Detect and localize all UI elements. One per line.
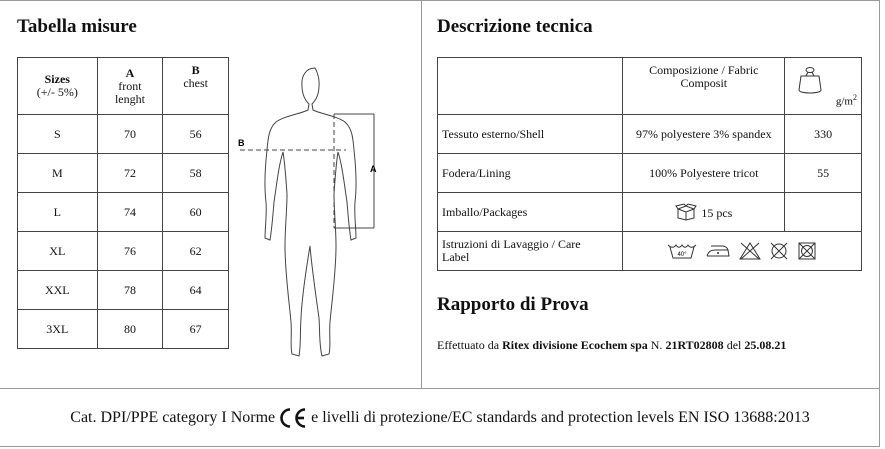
footer-text-start: Cat. DPI/PPE category I Norme: [70, 409, 276, 426]
front-length-cell: 76: [97, 232, 163, 271]
front-length-cell: 70: [97, 115, 163, 154]
body-measurement-figure: [236, 64, 386, 364]
tech-table: [437, 57, 862, 271]
table-row: [18, 193, 229, 232]
packages-value: 15 pcs: [701, 206, 733, 220]
no-bleach-icon: [739, 242, 761, 260]
weight-header: [785, 58, 862, 115]
packages-label: Imballo/Packages: [438, 193, 623, 232]
size-table: [17, 57, 229, 349]
lining-composition: 100% Polyestere tricot: [623, 154, 785, 193]
sizes-header: Sizes (+/- 5%): [18, 58, 98, 115]
empty-header-cell: [438, 58, 623, 115]
table-row: [438, 115, 862, 154]
fabric-weight-icon: [797, 66, 823, 96]
chest-cell: 60: [163, 193, 229, 232]
table-row: [438, 193, 862, 232]
front-length-cell: 74: [97, 193, 163, 232]
front-length-cell: 80: [97, 310, 163, 349]
chest-cell: 64: [163, 271, 229, 310]
front-length-measure-label: A: [370, 164, 377, 174]
shell-composition: 97% polyestere 3% spandex: [623, 115, 785, 154]
table-row: [18, 154, 229, 193]
packages-empty-cell: [785, 193, 862, 232]
footer: [0, 389, 880, 447]
test-lab-name: Ritex divisione Ecochem spa: [502, 338, 648, 352]
test-report-number: 21RT02808: [665, 338, 724, 352]
chest-cell: 62: [163, 232, 229, 271]
care-label: Istruzioni di Lavaggio / Care Label: [438, 232, 623, 271]
size-table-title: Tabella misure: [17, 16, 137, 37]
tech-header-row: [438, 58, 862, 115]
chest-cell: 58: [163, 154, 229, 193]
no-dryclean-icon: [769, 241, 789, 261]
ce-mark-icon: [278, 407, 308, 429]
no-tumble-dry-icon: [797, 241, 817, 261]
wash-temp: 40°: [677, 252, 687, 258]
size-cell: 3XL: [18, 310, 98, 349]
table-row: [438, 154, 862, 193]
composition-header: Composizione / Fabric Composit: [623, 58, 785, 115]
front-length-cell: 78: [97, 271, 163, 310]
front-length-cell: 72: [97, 154, 163, 193]
table-row: [438, 232, 862, 271]
tech-description-title: Descrizione tecnica: [437, 16, 593, 37]
lining-label: Fodera/Lining: [438, 154, 623, 193]
size-cell: XXL: [18, 271, 98, 310]
chest-header: B chest: [163, 58, 229, 115]
packages-value-cell: [623, 193, 785, 232]
vertical-divider: [421, 0, 422, 388]
weight-unit: $g/m^2$: [835, 93, 857, 108]
iron-icon: [705, 244, 731, 258]
test-report-title: Rapporto di Prova: [437, 294, 589, 315]
size-cell: XL: [18, 232, 98, 271]
size-cell: L: [18, 193, 98, 232]
chest-cell: 56: [163, 115, 229, 154]
test-report-date: 25.08.21: [744, 338, 787, 352]
test-report-text: Effettuato da Ritex divisione Ecochem spa N. 21RT02808 del 25.08.21: [437, 338, 787, 352]
care-icons-cell: [623, 232, 862, 271]
table-row: [18, 271, 229, 310]
size-table-header-row: [18, 58, 229, 115]
shell-weight: 330: [785, 115, 862, 154]
table-row: [18, 115, 229, 154]
size-cell: S: [18, 115, 98, 154]
box-icon: [675, 203, 697, 221]
footer-text-end: e livelli di protezione/EC standards and protection levels EN ISO 13688:2013: [311, 409, 810, 426]
front-length-header: A front lenght: [97, 58, 163, 115]
wash-40-icon: [667, 243, 697, 259]
size-cell: M: [18, 154, 98, 193]
chest-measure-label: B: [238, 138, 245, 148]
table-row: [18, 232, 229, 271]
lining-weight: 55: [785, 154, 862, 193]
chest-cell: 67: [163, 310, 229, 349]
shell-label: Tessuto esterno/Shell: [438, 115, 623, 154]
table-row: [18, 310, 229, 349]
